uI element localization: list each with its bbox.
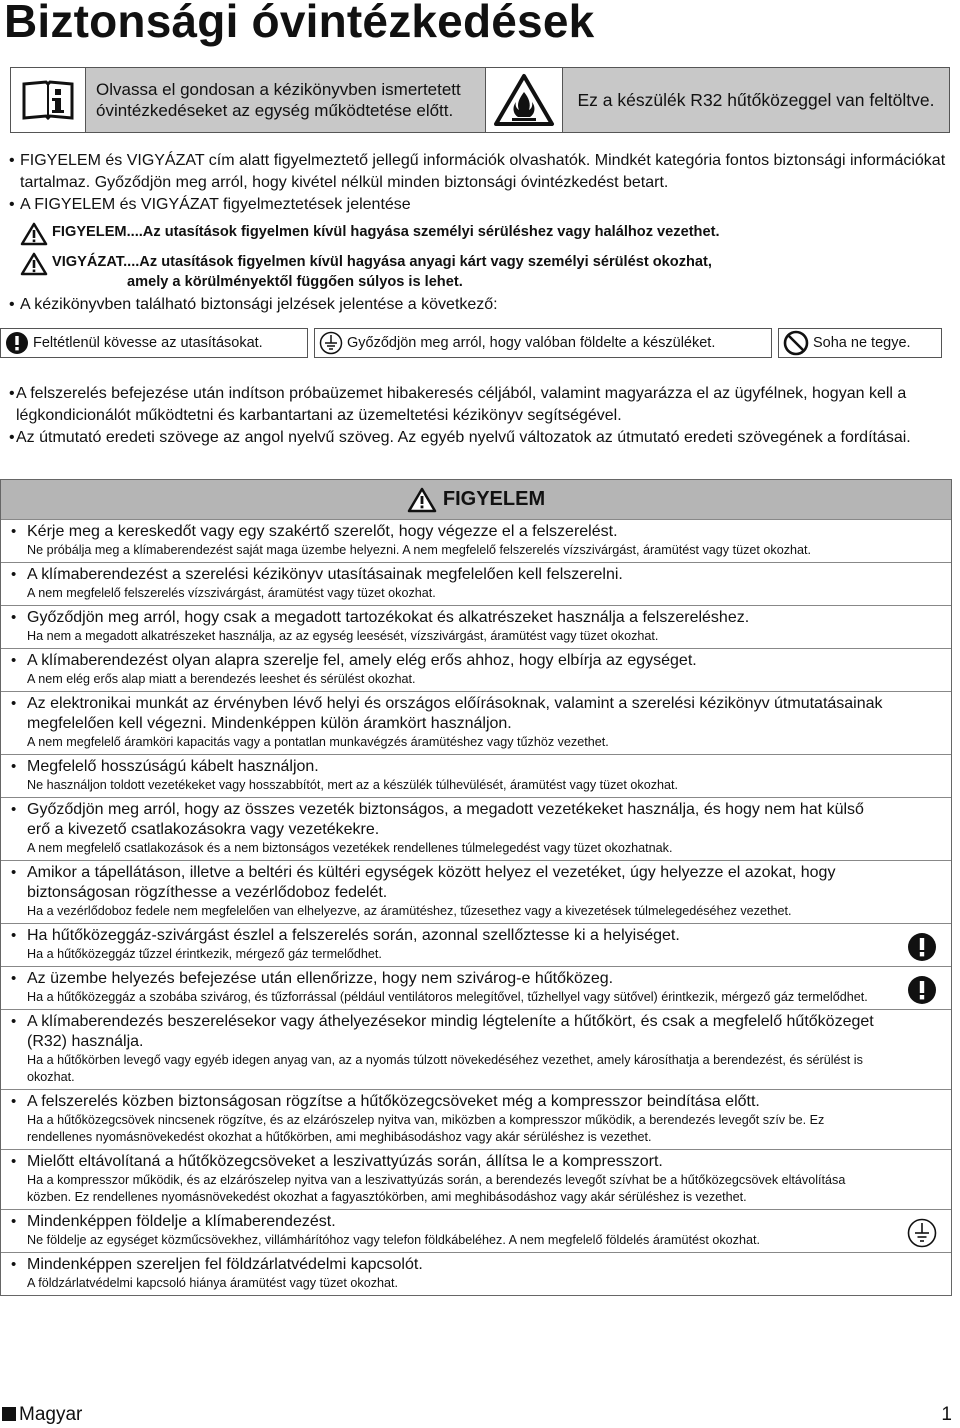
ground-circle-icon	[907, 1218, 937, 1248]
intro-bullet-3: • A kézikönyvben található biztonsági jelzések jelentése a következő:	[10, 294, 955, 316]
exclamation-circle-icon	[907, 932, 937, 962]
warning-item-heading: • A klímaberendezést olyan alapra szerelje fel, amely elég erős ahhoz, hogy elbírja az egységet.	[27, 652, 697, 669]
ground-circle-icon	[319, 331, 343, 355]
language-text: Magyar	[19, 1404, 83, 1425]
warning-item-detail: Ha nem a megadott alkatrészeket használja, az az egység leesését, vízszivárgást, áramütést vagy tüzet okozhat.	[27, 629, 659, 643]
warning-item	[1, 691, 951, 754]
intro-section	[10, 150, 955, 358]
warning-item	[1, 797, 951, 860]
warning-item-heading: • Mindenképpen szereljen fel földzárlatvédelmi kapcsolót.	[27, 1256, 423, 1273]
warning-triangle-icon	[20, 222, 48, 246]
warning-item-heading: • Mindenképpen földelje a klímaberendezést.	[27, 1213, 336, 1230]
exclamation-circle-icon	[907, 975, 937, 1005]
warning-item	[1, 860, 951, 923]
warning-item-detail: Ha a kompresszor működik, és az elzárószelep nyitva van a leszivattyúzás során, a berendezés levegőt szívhat be a hűtőközegcsövek eltávolítása közben. Ez rendellenes nyomásnövekedést okozhat a fagyasztókörben, ami meghibásodáshoz vagy akár sérüléshez is vezethet.	[27, 1173, 846, 1204]
symbol-ground-label: Győződjön meg arról, hogy valóban földelte a készüléket.	[347, 335, 716, 351]
warning-item-heading: • A felszerelés közben biztonságosan rögzítse a hűtőközegcsöveket még a kompresszor beindítása előtt.	[27, 1093, 760, 1110]
warning-item-detail: A nem megfelelő felszerelés vízszivárgást, áramütést vagy tüzet okozhat.	[27, 586, 436, 600]
warning-label: FIGYELEM	[52, 224, 127, 240]
warning-item-detail: Ha a hűtőközeggáz a szobába szivárog, és tűzforrással (például ventilátoros melegítővel, tűzhellyel vagy sütővel) érintkezik, mérgező gáz termelődhet.	[27, 990, 868, 1004]
warning-item-detail: Ha a vezérlődoboz fedele nem megfelelően van elhelyezve, az áramütéshez, tűzesethez vagy a kivezetések túlmelegedéséhez vezethet.	[27, 904, 792, 918]
intro-bullet-1: • FIGYELEM és VIGYÁZAT cím alatt figyelmeztető jellegű információk olvashatók. Mindkét kategória fontos biztonsági információkat tartalmaz. Győződjön meg arról, hogy kivétel nélkül minden biztonsági óvintézkedést betart.	[10, 150, 955, 194]
intro-bullet-2: • A FIGYELEM és VIGYÁZAT figyelmeztetések jelentése	[10, 194, 955, 216]
page-number: 1	[941, 1404, 952, 1425]
warning-item	[1, 562, 951, 605]
warning-item-symbol	[907, 1218, 937, 1253]
warning-item	[1, 1149, 951, 1209]
warning-item	[1, 966, 951, 1009]
warning-item-detail: Ne próbálja meg a klímaberendezést saját maga üzembe helyezni. A nem megfelelő felszerelés vízszivárgást, áramütést vagy tüzet okozhat.	[27, 543, 812, 557]
warning-item-detail: A nem elég erős alap miatt a berendezés leeshet és sérülést okozhat.	[27, 672, 416, 686]
warning-section-header	[1, 479, 951, 519]
warning-item-heading: • Győződjön meg arról, hogy az összes vezeték biztonságos, a megadott vezetékeket használja, és hogy nem hat külső erő a kivezető csatlakozásokra vagy vezetékekre.	[27, 801, 864, 838]
read-manual-text: Olvassa el gondosan a kézikönyvben ismertetett óvintézkedéseket az egység működtetése előtt.	[86, 68, 486, 132]
warning-definition	[10, 222, 955, 246]
warning-item	[1, 754, 951, 797]
warning-item-detail: A földzárlatvédelmi kapcsoló hiánya áramütést vagy tüzet okozhat.	[27, 1276, 399, 1290]
caution-text-1: ....Az utasítások figyelmen kívül hagyása anyagi kárt vagy személyi sérülést okozhat,	[123, 254, 712, 270]
exclamation-circle-icon	[5, 331, 29, 355]
warning-item-heading: • Kérje meg a kereskedőt vagy egy szakértő szerelőt, hogy végezze el a felszerelést.	[27, 523, 618, 540]
warning-item	[1, 1209, 951, 1252]
after-bullet-1: • A felszerelés befejezése után indítson próbaüzemet hibakeresés céljából, valamint magyarázza el az ügyfélnek, hogyan kell a légkondicionálót működtetni és karbantartani az üzemeltetési kézikönyv segítségével.	[10, 383, 955, 427]
after-section	[10, 383, 955, 449]
warning-item-heading: • Győződjön meg arról, hogy csak a megadott tartozékokat és alkatrészeket használja a felszereléshez.	[27, 609, 750, 626]
symbol-prohibited-label: Soha ne tegye.	[813, 335, 911, 351]
warning-item-heading: • Amikor a tápellátáson, illetve a beltéri és kültéri egységek között helyez el vezetéket, úgy helyezze el azokat, hogy biztonságosan rögzíthesse a vezérlődoboz fedelét.	[27, 864, 836, 901]
warning-item-symbol	[907, 975, 937, 1010]
warning-item-heading: • A klímaberendezést a szerelési kézikönyv utasításainak megfelelően kell felszerelni.	[27, 566, 623, 583]
warning-item	[1, 648, 951, 691]
warning-section	[0, 479, 952, 1296]
warning-item	[1, 519, 951, 562]
after-bullet-2: • Az útmutató eredeti szövege az angol nyelvű szöveg. Az egyéb nyelvű változatok az útmutató eredeti szövegének a fordításai.	[10, 427, 955, 449]
caution-definition	[10, 252, 955, 292]
r32-refrigerant-text: Ez a készülék R32 hűtőközeggel van feltöltve.	[563, 68, 949, 132]
symbol-prohibited	[778, 328, 942, 358]
symbol-mandatory	[0, 328, 308, 358]
symbol-legend	[0, 328, 942, 358]
warning-items	[1, 519, 951, 1296]
warning-item-symbol	[907, 932, 937, 967]
caution-label: VIGYÁZAT	[52, 254, 124, 270]
warning-item	[1, 923, 951, 966]
warning-item-heading: • Mielőtt eltávolítaná a hűtőközegcsöveket a leszivattyúzás során, állítsa le a kompresszort.	[27, 1153, 663, 1170]
warning-item-heading: • Az elektronikai munkát az érvényben lévő helyi és országos előírásoknak, valamint a szerelési kézikönyv útmutatásainak megfelelően kell végezni. Mindenképpen külön áramkört használjon.	[27, 695, 883, 732]
warning-item-detail: A nem megfelelő csatlakozások és a nem biztonságos vezetékek rendellenes túlmelegedést vagy tüzet okozhatnak.	[27, 841, 673, 855]
warning-section-title: FIGYELEM	[442, 488, 546, 510]
warning-item	[1, 1009, 951, 1089]
warning-text: ....Az utasítások figyelmen kívül hagyása személyi sérüléshez vagy halálhoz vezethet.	[126, 224, 720, 240]
prohibited-icon	[783, 330, 809, 356]
warning-item	[1, 1252, 951, 1296]
caution-text-2: amely a körülményektől függően súlyos is lehet.	[127, 274, 463, 290]
caution-triangle-icon	[20, 252, 48, 276]
warning-item-heading: • A klímaberendezés beszerelésekor vagy áthelyezésekor mindig légteleníte a hűtőkört, és csak a megfelelő hűtőközeget (R32) használja.	[27, 1013, 874, 1050]
square-bullet-icon	[2, 1407, 16, 1421]
warning-item-detail: Ne használjon toldott vezetékeket vagy hosszabbítót, mert az a készülék túlhevülését, áramütést vagy tüzet okozhat.	[27, 778, 679, 792]
symbol-mandatory-label: Feltétlenül kövesse az utasításokat.	[33, 335, 263, 351]
warning-item	[1, 605, 951, 648]
warning-item-heading: • Ha hűtőközeggáz-szivárgást észlel a felszerelés során, azonnal szellőztesse ki a helyiséget.	[27, 927, 680, 944]
warning-item	[1, 1089, 951, 1149]
language-label	[2, 1404, 82, 1426]
warning-item-detail: Ha a hűtőkörben levegő vagy egyéb idegen anyag van, az a nyomás túlzott növekedéséhez vezethet, amely károsíthatja a berendezést, és sérülést is okozhat.	[27, 1053, 863, 1084]
manual-book-icon	[11, 68, 86, 132]
page-title: Biztonsági óvintézkedések	[4, 0, 595, 47]
warning-item-heading: • Az üzembe helyezés befejezése után ellenőrizze, hogy nem szivárog-e hűtőközeg.	[27, 970, 614, 987]
read-manual-box	[10, 67, 950, 133]
warning-item-heading: • Megfelelő hosszúságú kábelt használjon.	[27, 758, 319, 775]
warning-triangle-icon	[407, 487, 437, 513]
warning-item-detail: Ne földelje az egységet közműcsövekhez, villámhárítóhoz vagy telefon földkábeléhez. A nem megfelelő földelés áramütést okozhat.	[27, 1233, 760, 1247]
warning-item-detail: Ha a hűtőközeggáz tűzzel érintkezik, mérgező gáz termelődhet.	[27, 947, 382, 961]
warning-item-detail: A nem megfelelő áramköri kapacitás vagy a pontatlan munkavégzés áramütéshez vagy tűzhöz vezethet.	[27, 735, 609, 749]
flammable-warning-icon	[486, 68, 563, 132]
warning-item-detail: Ha a hűtőközegcsövek nincsenek rögzítve, és az elzárószelep nyitva van, miközben a kompresszor működik, a berendezés levegőt szív be. Ez rendellenes nyomásnövekedést okozhat a hűtőkörben, ami meghibásodáshoz vagy akár sérüléshez is vezethet.	[27, 1113, 825, 1144]
symbol-ground	[314, 328, 772, 358]
